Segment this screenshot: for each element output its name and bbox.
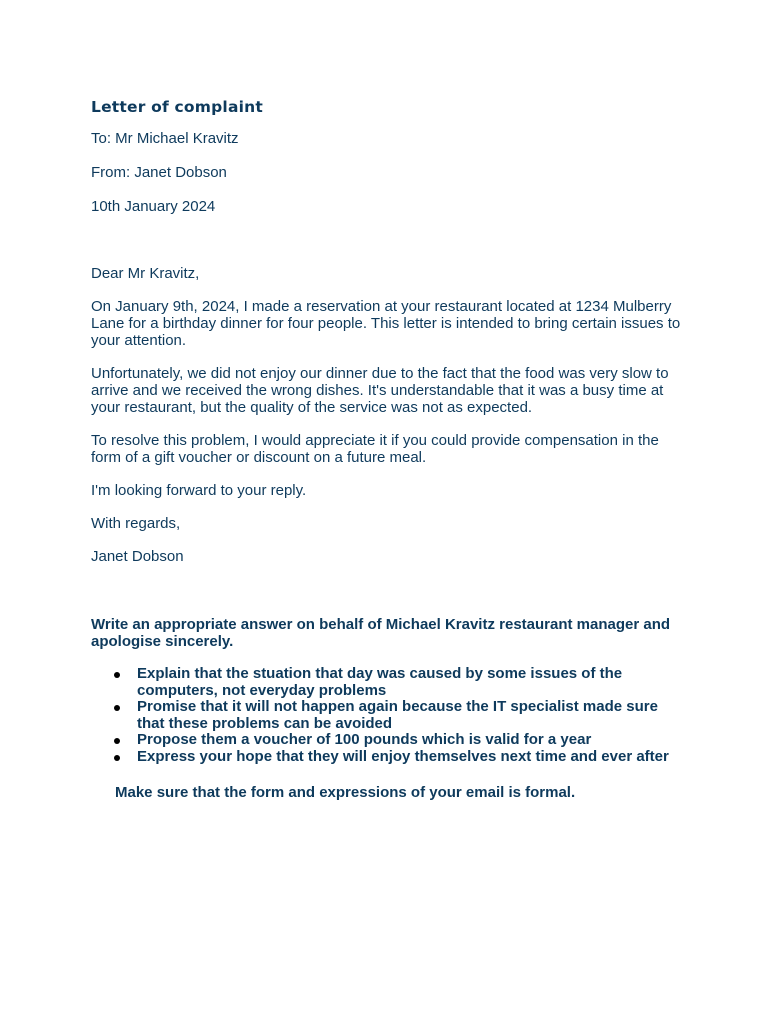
letter-paragraph: On January 9th, 2024, I made a reservation at your restaurant located at 1234 Mulberry Lane for a birthday dinner for four people. This letter is intended to bring certain issues to your attention.	[91, 298, 681, 349]
list-item-text: Propose them a voucher of 100 pounds which is valid for a year	[137, 731, 592, 749]
list-item-text: Express your hope that they will enjoy themselves next time and ever after	[137, 747, 669, 765]
task-bullet-list	[91, 666, 681, 766]
list-item-text: Promise that it will not happen again because the IT specialist made sure that these problems can be avoided	[137, 698, 658, 732]
task-section	[91, 616, 681, 801]
list-item-text: Explain that the stuation that day was caused by some issues of the computers, not everyday problems	[137, 665, 623, 699]
task-instruction: Write an appropriate answer on behalf of Michael Kravitz restaurant manager and apologise sincerely.	[91, 616, 671, 650]
list-item	[137, 749, 681, 766]
list-item	[137, 732, 681, 749]
spacer	[91, 232, 681, 265]
bullet-icon	[114, 672, 120, 678]
sender-line: From: Janet Dobson	[91, 164, 227, 181]
closing: With regards,	[91, 515, 181, 532]
formality-note: Make sure that the form and expressions of your email is formal.	[115, 783, 576, 801]
recipient-line: To: Mr Michael Kravitz	[91, 130, 239, 147]
bullet-icon	[114, 705, 120, 711]
bullet-icon	[114, 738, 120, 744]
letter-paragraph: Unfortunately, we did not enjoy our dinner due to the fact that the food was very slow to arrive and we received the wrong dishes. It's understandable that it was a busy time at your restaurant, but the quality of the service was not as expected.	[91, 365, 669, 416]
list-item	[137, 666, 681, 699]
document-content	[91, 96, 681, 801]
letter-paragraph: I'm looking forward to your reply.	[91, 482, 307, 499]
salutation: Dear Mr Kravitz,	[91, 265, 200, 282]
document-title: Letter of complaint	[91, 98, 263, 116]
date-line: 10th January 2024	[91, 198, 216, 215]
letter-paragraph: To resolve this problem, I would appreciate it if you could provide compensation in the form of a gift voucher or discount on a future meal.	[91, 432, 659, 466]
list-item	[137, 699, 681, 732]
bullet-icon	[114, 755, 120, 761]
signature: Janet Dobson	[91, 548, 184, 565]
